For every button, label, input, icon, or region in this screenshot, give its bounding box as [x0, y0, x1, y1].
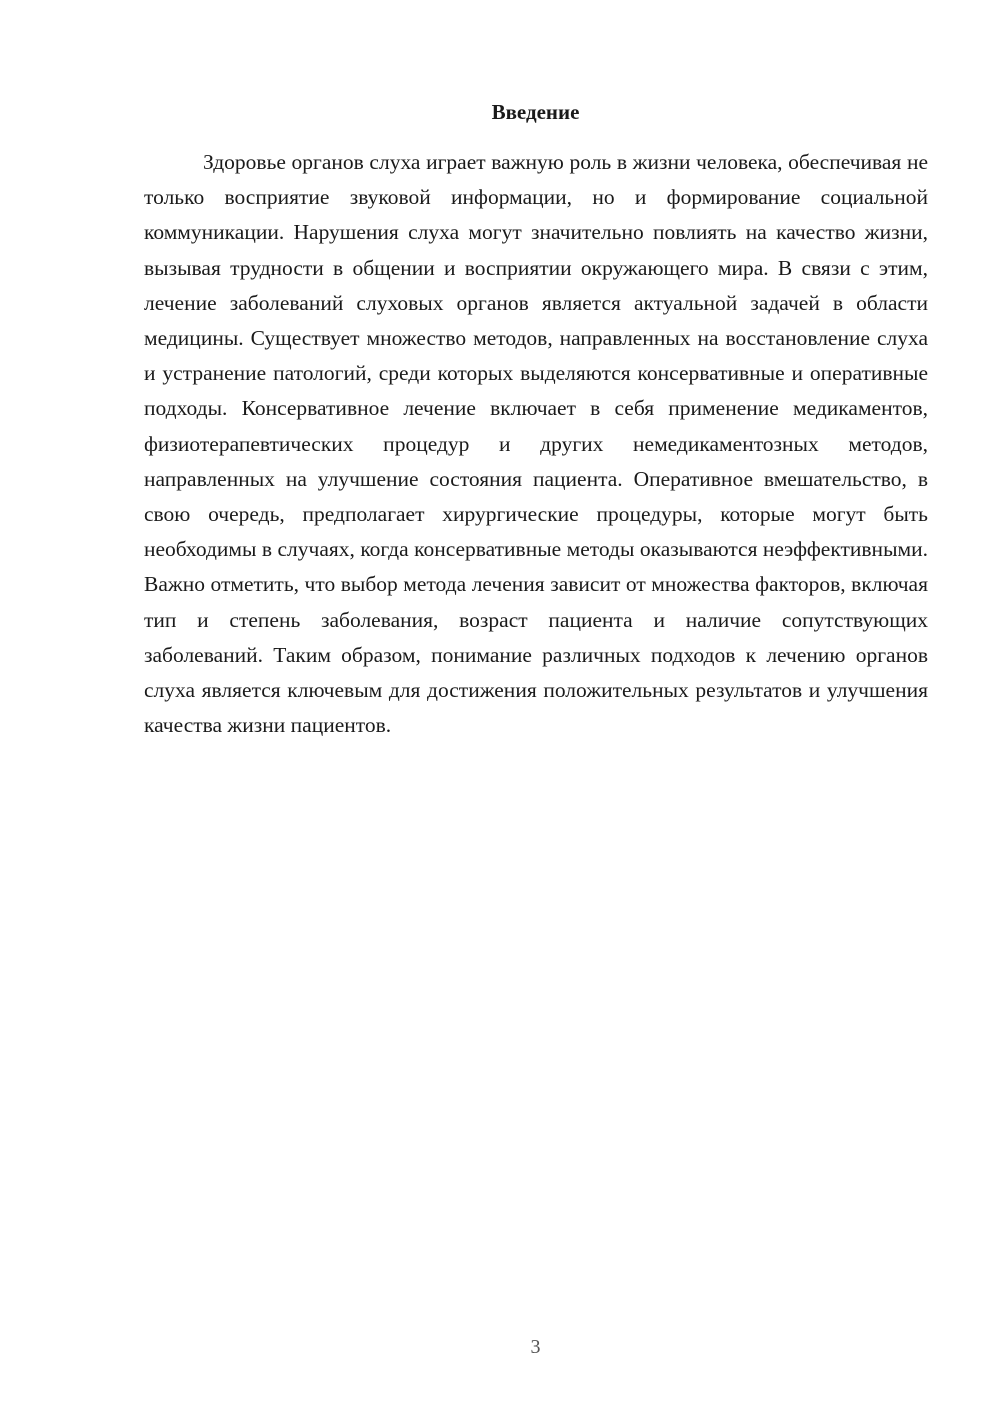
section-title: Введение	[491, 100, 580, 124]
page-number: 3	[530, 1336, 541, 1358]
body-paragraph: Здоровье органов слуха играет важную роль в жизни человека, обеспечивая не только восприятие звуковой информации, но и формирование социальной коммуникации. Нарушения слуха могут значительно повлиять на качество жизни, вызывая трудности в общении и восприятии окружающего мира. В связи с этим, лечение заболеваний слуховых органов является актуальной задачей в области медицины. Существует множество методов, направленных на восстановление слуха и устранение патологий, среди которых выделяются консервативные и оперативные подходы. Консервативное лечение включает в себя применение медикаментов, физиотерапевтических процедур и других немедикаментозных методов, направленных на улучшение состояния пациента. Оперативное вмешательство, в свою очередь, предполагает хирургические процедуры, которые могут быть необходимы в случаях, когда консервативные методы оказываются неэффективными. Важно отметить, что выбор метода лечения зависит от множества факторов, включая тип и степень заболевания, возраст пациента и наличие сопутствующих заболеваний. Таким образом, понимание различных подходов к лечению органов слуха является ключевым для достижения положительных результатов и улучшения качества жизни пациентов.	[144, 150, 928, 738]
